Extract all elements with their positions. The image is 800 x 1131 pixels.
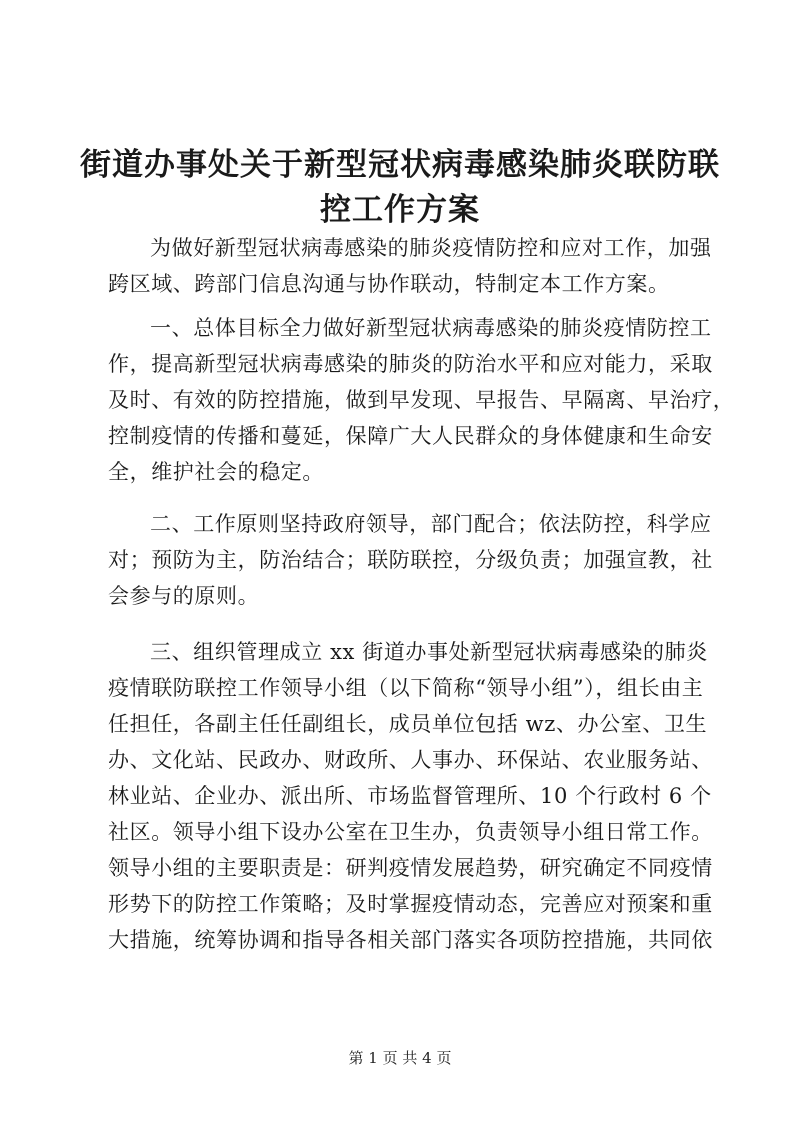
document-title-line-2: 控工作方案 (320, 192, 480, 228)
paragraph-organization-line-2: 疫情联防联控工作领导小组（以下简称“领导小组”），组长由主 (108, 676, 704, 700)
paragraph-organization-line-9: 大措施，统筹协调和指导各相关部门落实各项防控措施，共同依 (108, 928, 713, 952)
paragraph-goal-line-1: 一、总体目标全力做好新型冠状病毒感染的肺炎疫情防控工 (150, 316, 712, 340)
paragraph-goal-line-3: 及时、有效的防控措施，做到早发现、早报告、早隔离、早治疗， (108, 388, 735, 412)
paragraph-intro-line-2: 跨区域、跨部门信息沟通与协作联动，特制定本工作方案。 (108, 272, 670, 296)
paragraph-organization-line-6: 社区。领导小组下设办公室在卫生办，负责领导小组日常工作。 (108, 820, 713, 844)
paragraph-organization-line-1: 三、组织管理成立 xx 街道办事处新型冠状病毒感染的肺炎 (150, 640, 708, 664)
paragraph-principles-line-3: 会参与的原则。 (108, 584, 260, 608)
paragraph-organization-line-4: 办、文化站、民政办、财政所、人事办、环保站、农业服务站、 (108, 748, 713, 772)
paragraph-principles-line-1: 二、工作原则坚持政府领导，部门配合；依法防控，科学应 (150, 512, 712, 536)
paragraph-organization-line-8: 形势下的防控工作策略；及时掌握疫情动态，完善应对预案和重 (108, 892, 713, 916)
paragraph-goal-line-5: 全，维护社会的稳定。 (108, 460, 324, 484)
paragraph-principles-line-2: 对；预防为主，防治结合；联防联控，分级负责；加强宣教，社 (108, 548, 713, 572)
paragraph-organization-line-5: 林业站、企业办、派出所、市场监督管理所、10 个行政村 6 个 (108, 784, 712, 808)
paragraph-goal-line-2: 作，提高新型冠状病毒感染的肺炎的防治水平和应对能力，采取 (108, 352, 713, 376)
document-title-line-1: 街道办事处关于新型冠状病毒感染肺炎联防联 (80, 147, 720, 183)
page-number-footer: 第 1 页 共 4 页 (348, 1049, 452, 1067)
paragraph-organization-line-3: 任担任，各副主任任副组长，成员单位包括 wz、办公室、卫生 (108, 712, 708, 736)
paragraph-organization-line-7: 领导小组的主要职责是：研判疫情发展趋势，研究确定不同疫情 (108, 856, 713, 880)
paragraph-goal-line-4: 控制疫情的传播和蔓延，保障广大人民群众的身体健康和生命安 (108, 424, 713, 448)
paragraph-intro-line-1: 为做好新型冠状病毒感染的肺炎疫情防控和应对工作，加强 (150, 236, 712, 260)
